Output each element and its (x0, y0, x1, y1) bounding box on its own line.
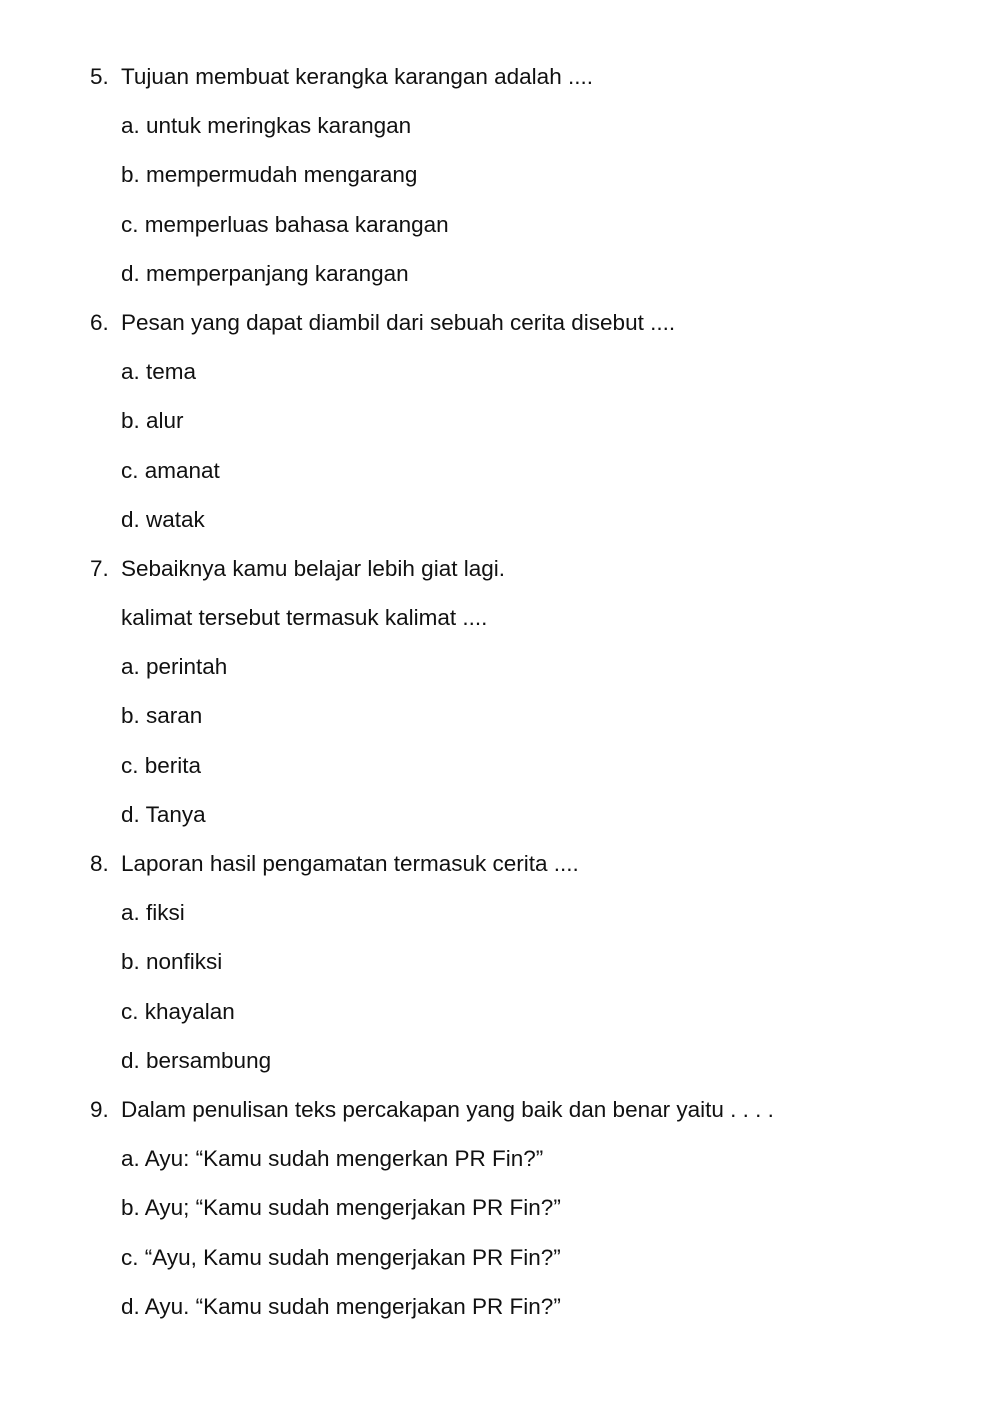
option-text: a. untuk meringkas karangan (121, 113, 412, 139)
worksheet (0, 52, 1000, 1331)
answer-option (0, 396, 1000, 445)
option-text: a. fiksi (121, 900, 185, 926)
option-text: d. bersambung (121, 1047, 272, 1073)
option-text: b. mempermudah mengarang (121, 162, 418, 188)
question-number: 9. (90, 1096, 109, 1122)
question-7 (0, 544, 1000, 593)
option-text: c. berita (121, 752, 202, 778)
question-text: Sebaiknya kamu belajar lebih giat lagi. (121, 555, 505, 581)
option-text: b. nonfiksi (121, 949, 223, 975)
question-number: 7. (90, 555, 109, 581)
answer-option (0, 150, 1000, 199)
option-text: a. perintah (121, 654, 228, 680)
option-text: c. amanat (121, 457, 220, 483)
question-text: Pesan yang dapat diambil dari sebuah cerita disebut .... (121, 309, 676, 335)
option-text: d. watak (121, 506, 205, 532)
answer-option (0, 691, 1000, 740)
question-6 (0, 298, 1000, 347)
option-text: a. tema (121, 359, 197, 385)
answer-option (0, 1233, 1000, 1282)
answer-option (0, 790, 1000, 839)
answer-option (0, 446, 1000, 495)
question-number: 5. (90, 64, 109, 89)
option-text: c. “Ayu, Kamu sudah mengerjakan PR Fin?” (121, 1244, 561, 1270)
question-number: 8. (90, 851, 109, 876)
option-text: c. khayalan (121, 998, 235, 1024)
answer-option (0, 741, 1000, 790)
answer-option (0, 1282, 1000, 1331)
option-text: a. Ayu: “Kamu sudah mengerkan PR Fin?” (121, 1146, 544, 1172)
answer-option (0, 987, 1000, 1036)
question-continuation (0, 593, 1000, 642)
question-text: Dalam penulisan teks percakapan yang baik dan benar yaitu . . . . (121, 1096, 774, 1122)
question-8 (0, 839, 1000, 888)
answer-option (0, 249, 1000, 298)
option-text: d. Tanya (121, 801, 206, 827)
answer-option (0, 200, 1000, 249)
question-text: Tujuan membuat kerangka karangan adalah .... (121, 64, 593, 89)
option-text: b. alur (121, 408, 184, 434)
question-extra-text: kalimat tersebut termasuk kalimat .... (121, 605, 488, 631)
option-text: b. Ayu; “Kamu sudah mengerjakan PR Fin?” (121, 1195, 561, 1221)
option-text: d. Ayu. “Kamu sudah mengerjakan PR Fin?” (121, 1293, 561, 1319)
answer-option (0, 1134, 1000, 1183)
answer-option (0, 495, 1000, 544)
answer-option (0, 101, 1000, 150)
answer-option (0, 937, 1000, 986)
option-text: c. memperluas bahasa karangan (121, 211, 449, 237)
answer-option (0, 347, 1000, 396)
answer-option (0, 1036, 1000, 1085)
option-text: d. memperpanjang karangan (121, 260, 409, 286)
question-5 (0, 52, 1000, 101)
question-text: Laporan hasil pengamatan termasuk cerita .... (121, 851, 579, 876)
answer-option (0, 642, 1000, 691)
answer-option (0, 888, 1000, 937)
question-number: 6. (90, 309, 109, 335)
option-text: b. saran (121, 703, 203, 729)
question-9 (0, 1085, 1000, 1134)
answer-option (0, 1183, 1000, 1232)
